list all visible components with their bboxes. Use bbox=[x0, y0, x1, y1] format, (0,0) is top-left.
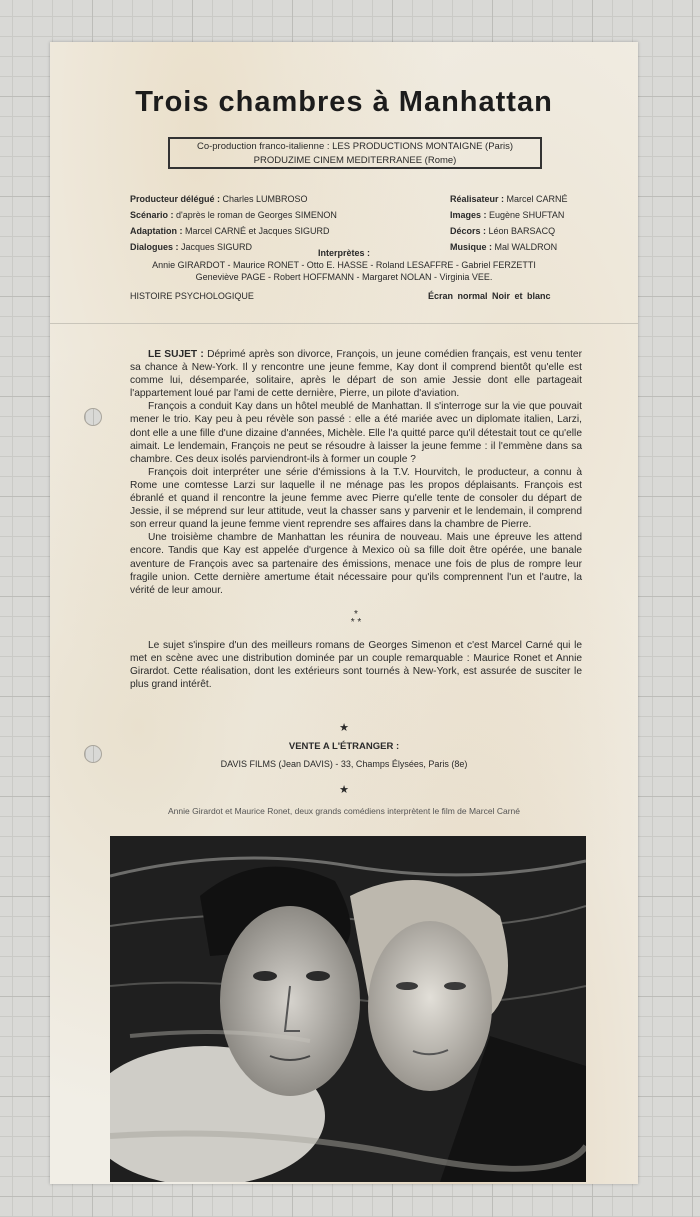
film-still-image bbox=[110, 836, 586, 1182]
credit-value: Marcel CARNÉ bbox=[506, 194, 568, 204]
foreign-sales-contact: DAVIS FILMS (Jean DAVIS) - 33, Champs Élysées, Paris (8e) bbox=[220, 759, 468, 769]
synopsis-paragraph bbox=[130, 348, 582, 400]
synopsis-paragraph: François doit interpréter une série d'émissions à la T.V. Hourvitch, le producteur, a connu à Rome une comtesse Larzi sur laquelle il ne ménage pas les propos déplaisants. François est ébranlé et quand il rencontre la jeune femme avec Pierre qu'elle tente de consoler du départ de Jessie, il se méprend sur leur attitude, veut la chasser sans y parvenir et le lendemain, il comprend son erreur quand la jeune femme vient reprendre ses affaires dans la chambre de Pierre. bbox=[130, 466, 582, 531]
credits-right bbox=[450, 191, 568, 255]
credit-value: Jacques SIGURD bbox=[181, 242, 253, 252]
cast-line-2: Geneviève PAGE - Robert HOFFMANN - Margaret NOLAN - Virginia VEE. bbox=[195, 272, 493, 282]
photo-caption: Annie Girardot et Maurice Ronet, deux grands comédiens interprètent le film de Marcel Carné bbox=[168, 806, 520, 816]
credit-label: Musique : bbox=[450, 242, 492, 252]
credit-row bbox=[450, 223, 568, 239]
credit-value: Léon BARSACQ bbox=[488, 226, 556, 236]
credit-value: Marcel CARNÉ et Jacques SIGURD bbox=[185, 226, 330, 236]
genre-label: HISTOIRE PSYCHOLOGIQUE bbox=[130, 291, 254, 301]
credit-value: Mal WALDRON bbox=[494, 242, 558, 252]
credit-value: Eugène SHUFTAN bbox=[489, 210, 565, 220]
credit-row bbox=[130, 223, 337, 239]
synopsis-text: Déprimé après son divorce, François, un jeune comédien français, est venu tenter sa chance à New-York. Il y rencontre une jeune femme, Kay dont il comprend bientôt qu'elle est comme lui, désemparée, solitaire, après le départ de son amie Jessie dont elle partageait l'appartement loué par l'ami de cette dernière, Pierre, un pilote d'aviation. bbox=[130, 349, 582, 400]
synopsis-heading: LE SUJET : bbox=[148, 349, 204, 360]
film-title: Trois chambres à Manhattan bbox=[135, 86, 553, 118]
credit-label: Décors : bbox=[450, 226, 487, 236]
credit-row bbox=[450, 191, 568, 207]
film-still-photo bbox=[110, 836, 586, 1182]
cast-label: Interprètes : bbox=[317, 248, 370, 258]
credits-left bbox=[130, 191, 337, 255]
credit-value: Charles LUMBROSO bbox=[222, 194, 308, 204]
credit-row bbox=[130, 191, 337, 207]
cast-line-1: Annie GIRARDOT - Maurice RONET - Otto E. HASSE - Roland LESAFFRE - Gabriel FERZETTI bbox=[152, 260, 536, 270]
credit-value: d'après le roman de Georges SIMENON bbox=[176, 210, 337, 220]
credit-label: Images : bbox=[450, 210, 487, 220]
cast-block bbox=[50, 247, 638, 283]
production-box bbox=[168, 137, 542, 169]
synopsis-paragraph: Une troisième chambre de Manhattan les réunira de nouveau. Mais une épreuve les attend encore. Tandis que Kay est appelée d'urgence à Mexico où sa fille doit être opérée, une banale aventure de François avec sa partenaire des émissions, menace une fois de plus de rompre leur fragile union. Cette dernière amertume était nécessaire pour qu'ils comprennent l'un et l'autre, la vérité de leur amour. bbox=[130, 532, 582, 596]
credit-label: Réalisateur : bbox=[450, 194, 505, 204]
asterism: * * * bbox=[350, 608, 362, 628]
credit-label: Dialogues : bbox=[130, 242, 179, 252]
credit-label: Scénario : bbox=[130, 210, 174, 220]
production-line-2: PRODUZIME CINEM MEDITERRANEE (Rome) bbox=[253, 155, 457, 166]
star-divider: ★ bbox=[339, 784, 349, 796]
synopsis-paragraph: François a conduit Kay dans un hôtel meublé de Manhattan. Il s'interroge sur la vie que pouvait mener le trio. Kay peu à peu révèle son passé : elle a été mariée avec un diplomate italien, Larzi, dont elle a une fille d'une dizaine d'années, Michèle. Elle l'a quitté parce qu'il détestait tout ce qu'elle aimait. Le lendemain, François ne peut se résoudre à laisser la jeune femme : il l'emmène dans sa chambre. Ces deux isolés parviendront-ils à former un couple ? bbox=[130, 401, 582, 465]
credit-label: Producteur délégué : bbox=[130, 194, 221, 204]
format-label: Écran normal Noir et blanc bbox=[428, 291, 551, 301]
punch-hole bbox=[84, 408, 102, 426]
star-divider: ★ bbox=[339, 722, 349, 734]
fold-line bbox=[50, 323, 638, 324]
foreign-sales-heading: VENTE A L'ÉTRANGER : bbox=[288, 741, 400, 752]
punch-hole bbox=[84, 745, 102, 763]
credit-label: Adaptation : bbox=[130, 226, 183, 236]
credit-row bbox=[450, 207, 568, 223]
synopsis-paragraph: Le sujet s'inspire d'un des meilleurs romans de Georges Simenon et c'est Marcel Carné qui le met en scène avec une distribution dominée par un couple remarquable : Maurice Ronet et Annie Girardot. Cette réalisation, dont les extérieurs sont tournés à New-York, est assurée de susciter le plus grand intérêt. bbox=[130, 639, 582, 691]
synopsis bbox=[130, 348, 582, 691]
production-line-1: Co-production franco-italienne : LES PRODUCTIONS MONTAIGNE (Paris) bbox=[196, 141, 514, 152]
press-sheet bbox=[50, 42, 638, 1184]
credit-row bbox=[130, 207, 337, 223]
